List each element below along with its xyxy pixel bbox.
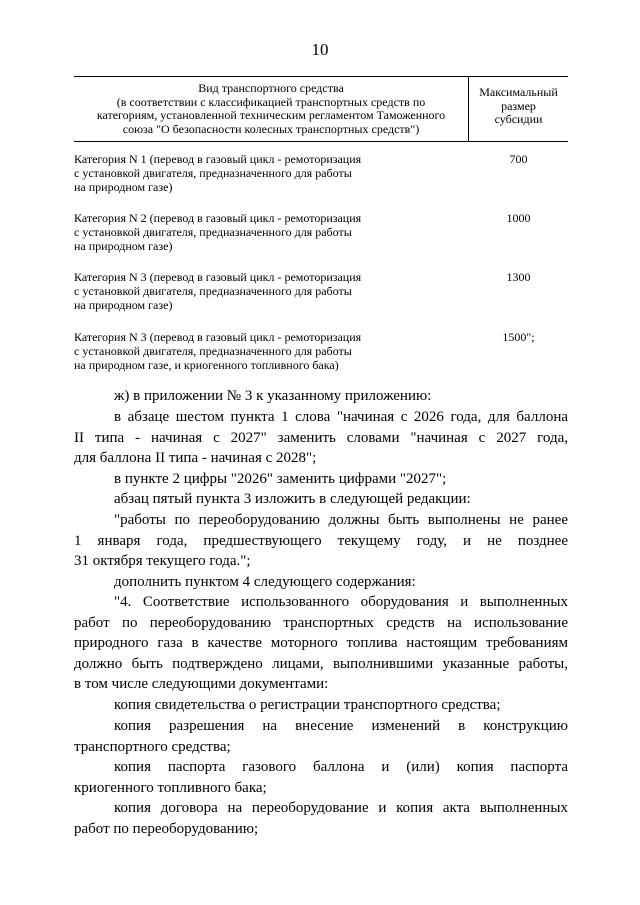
row-vehicle-category <box>74 211 404 253</box>
text-line: в абзаце шестом пункта 1 слова "начиная с 2026 года, для баллона <box>114 409 568 425</box>
header-vehicle-type <box>74 82 468 136</box>
row-vehicle-category <box>74 330 404 372</box>
row-line: на природном газе) <box>74 180 173 194</box>
page-number: 10 <box>311 40 329 59</box>
row-vehicle-category <box>74 152 404 194</box>
row-subsidy-value: 1500"; <box>502 330 535 344</box>
header-line: Вид транспортного средства <box>198 81 344 95</box>
paragraph <box>74 592 568 695</box>
row-line: на природном газе, и криогенного топливного бака) <box>74 358 339 372</box>
row-line: на природном газе) <box>74 239 173 253</box>
row-subsidy-value: 1000 <box>506 211 531 225</box>
text-line: "работы по переоборудованию должны быть выполнены не ранее <box>114 512 568 528</box>
text-line: копия разрешения на внесение изменений в конструкцию <box>114 718 568 734</box>
row-subsidy-value: 1300 <box>506 270 531 284</box>
header-line: субсидии <box>494 112 543 126</box>
paragraph <box>74 757 568 798</box>
subsidy-table <box>74 76 568 372</box>
text-line: в том числе следующими документами: <box>74 676 329 692</box>
row-vehicle-category <box>74 270 404 312</box>
text-line: работ по переоборудованию транспортных средств на использование <box>74 614 568 631</box>
row-line: с установкой двигателя, предназначенного для работы <box>74 166 352 180</box>
text-line: II типа - начиная с 2027" заменить словами "начиная с 2027 года, <box>74 429 568 446</box>
text-line: "4. Соответствие использованного оборудования и выполненных <box>114 594 568 610</box>
text-line: криогенного топливного бака; <box>74 779 267 796</box>
header-max-subsidy <box>469 86 568 127</box>
row-line: с установкой двигателя, предназначенного для работы <box>74 344 352 358</box>
text-line: 31 октября текущего года."; <box>74 553 251 569</box>
paragraph: в пункте 2 цифры "2026" заменить цифрами "2027"; <box>114 471 447 487</box>
header-line: категориям, установленной техническим регламентом Таможенного <box>96 108 446 122</box>
text-line: 1 января года, предшествующего текущему году, и не позднее <box>74 532 568 549</box>
row-line: Категория N 3 (перевод в газовый цикл - ремоторизация <box>74 270 362 284</box>
text-line: работ по переоборудованию; <box>74 820 259 837</box>
text-line: природного газа в качестве моторного топлива настоящим требованиям <box>74 635 568 651</box>
table-header <box>74 76 568 142</box>
paragraph <box>74 510 568 572</box>
header-line: союза "О безопасности колесных транспортных средств") <box>122 121 420 136</box>
row-line: с установкой двигателя, предназначенного для работы <box>74 225 352 239</box>
text-line: копия паспорта газового баллона и (или) копия паспорта <box>114 759 568 775</box>
row-line: Категория N 1 (перевод в газовый цикл - ремоторизация <box>74 152 362 166</box>
text-line: для баллона II типа - начиная с 2028"; <box>74 450 317 466</box>
header-line: Максимальный <box>479 85 558 99</box>
paragraph: ж) в приложении № 3 к указанному приложению: <box>114 388 432 404</box>
row-line: Категория N 3 (перевод в газовый цикл - ремоторизация <box>74 330 362 344</box>
text-line: копия договора на переоборудование и копия акта выполненных <box>114 800 568 816</box>
paragraph <box>74 716 568 757</box>
header-line: размер <box>501 98 536 113</box>
paragraph <box>74 798 568 839</box>
paragraph: копия свидетельства о регистрации транспортного средства; <box>114 697 501 713</box>
paragraph: дополнить пунктом 4 следующего содержания: <box>114 574 416 590</box>
row-subsidy-value: 700 <box>509 152 528 166</box>
paragraph: абзац пятый пункта 3 изложить в следующей редакции: <box>114 491 471 507</box>
text-line: должно быть подтверждено лицами, выполнившими указанные работы, <box>74 655 568 672</box>
row-line: с установкой двигателя, предназначенного для работы <box>74 284 352 298</box>
row-line: на природном газе) <box>74 298 173 312</box>
header-line: (в соответствии с классификацией транспортных средств по <box>116 94 426 109</box>
text-line: транспортного средства; <box>74 738 231 755</box>
paragraph <box>74 407 568 469</box>
row-line: Категория N 2 (перевод в газовый цикл - ремоторизация <box>74 211 362 225</box>
